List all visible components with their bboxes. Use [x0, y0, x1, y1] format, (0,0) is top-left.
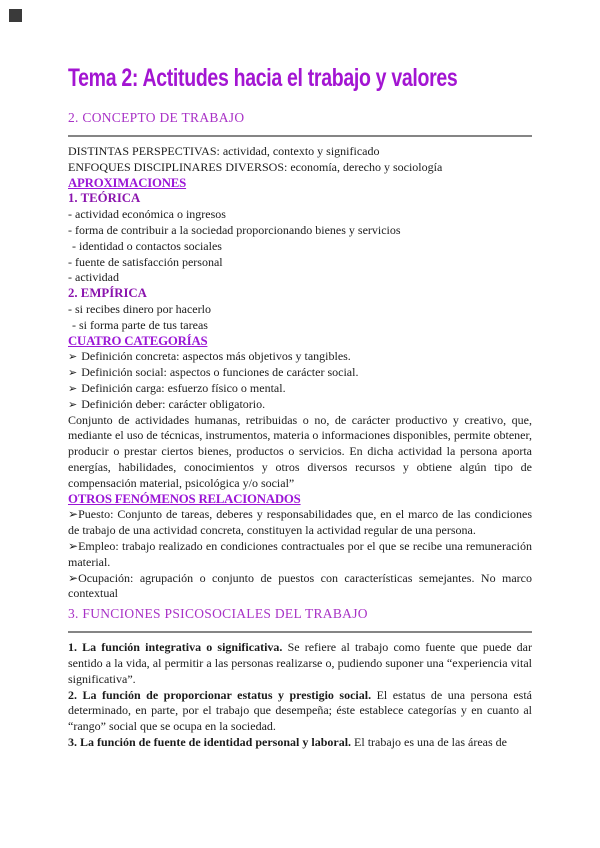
paragraph: Conjunto de actividades humanas, retribuidas o no, de carácter productivo y creativo, que, mediante el uso de técnicas, instrumentos, materia o informaciones disponibles, permite obtener, producir o prestar ciertos bienes, productos o servicios. En dicha actividad la persona aporta energías, habilidades, conocimientos y otros diversos recursos y obtiene algún tipo de compensación material, psicológica y/o social” [68, 412, 532, 490]
bullet-text: Definición deber: carácter obligatorio. [81, 396, 266, 411]
numbered-function-paragraph [68, 688, 532, 735]
numbered-function-paragraph [68, 640, 532, 687]
divider-rule [68, 135, 532, 137]
text-line: ENFOQUES DISCIPLINARES DIVERSOS: economía, derecho y sociología [68, 159, 443, 174]
section-heading: 2. CONCEPTO DE TRABAJO [68, 110, 245, 125]
bullet-item [68, 507, 532, 539]
page-title: Tema 2: Actitudes hacia el trabajo y valores [68, 64, 458, 92]
page-content [68, 64, 532, 751]
bullet-text: Empleo: trabajo realizado en condiciones contractuales por el que se recibe una remuneración material. [68, 538, 532, 569]
bullet-text: Definición social: aspectos o funciones de carácter social. [81, 365, 359, 380]
arrowhead-bullet-icon: ➢ [68, 538, 79, 553]
paragraph-text: El trabajo es una de las áreas de [351, 734, 507, 749]
bullet-text: Ocupación: agrupación o conjunto de puestos con características semejantes. No marco contextual [68, 570, 532, 601]
bullet-item [68, 381, 532, 397]
paragraph-lead: 1. La función integrativa o significativa. [68, 640, 283, 655]
subheading: 2. EMPÍRICA [68, 286, 147, 301]
paragraph-lead: 3. La función de fuente de identidad personal y laboral. [68, 734, 352, 749]
paragraph-text: Se refiere al trabajo como fuente que puede dar sentido a la vida, al permitir a las personas realizarse o, pudiendo suponer una “experiencia vital significativa”. [68, 640, 532, 686]
bullet-text: Puesto: Conjunto de tareas, deberes y responsabilidades que, en el marco de las condiciones de trabajo de una actividad concreta, constituyen la actividad regular de una persona. [68, 507, 532, 538]
underlined-heading: OTROS FENÓMENOS RELACIONADOS [68, 491, 301, 506]
divider-rule [68, 631, 532, 633]
text-line: - forma de contribuir a la sociedad proporcionando bienes y servicios [68, 222, 401, 237]
text-line: - actividad económica o ingresos [68, 207, 226, 222]
text-line: - actividad [68, 270, 119, 285]
paragraph-text: El estatus de una persona está determinado, en parte, por el trabajo que desempeña; éste establece categorías y en cuanto al “rango” social que se ocupa en la sociedad. [68, 687, 532, 734]
text-line: - si recibes dinero por hacerlo [68, 301, 211, 316]
arrowhead-bullet-icon: ➢ [68, 507, 79, 522]
bullet-item [68, 539, 532, 571]
section-heading: 3. FUNCIONES PSICOSOCIALES DEL TRABAJO [68, 606, 368, 622]
arrowhead-bullet-icon: ➢ [68, 381, 78, 395]
bullet-text: Definición concreta: aspectos más objetivos y tangibles. [81, 349, 351, 364]
underlined-heading: APROXIMACIONES [68, 175, 187, 190]
text-line: - fuente de satisfacción personal [68, 254, 223, 269]
subheading: 1. TEÓRICA [68, 191, 141, 206]
arrowhead-bullet-icon: ➢ [68, 570, 79, 585]
arrowhead-bullet-icon: ➢ [68, 366, 78, 380]
underlined-heading: CUATRO CATEGORÍAS [68, 333, 208, 348]
arrowhead-bullet-icon: ➢ [68, 350, 78, 364]
corner-mark [9, 9, 22, 22]
bullet-item [68, 365, 532, 381]
document-body [68, 110, 532, 751]
text-line: - identidad o contactos sociales [72, 238, 222, 253]
bullet-text: Definición carga: esfuerzo físico o mental. [81, 380, 286, 395]
paragraph-lead: 2. La función de proporcionar estatus y prestigio social. [68, 687, 372, 702]
bullet-item [68, 571, 532, 603]
text-line: DISTINTAS PERSPECTIVAS: actividad, contexto y significado [68, 144, 380, 158]
numbered-function-paragraph [68, 735, 532, 751]
bullet-item [68, 349, 532, 365]
arrowhead-bullet-icon: ➢ [68, 397, 78, 411]
text-line: - si forma parte de tus tareas [72, 317, 208, 332]
bullet-item [68, 397, 532, 413]
